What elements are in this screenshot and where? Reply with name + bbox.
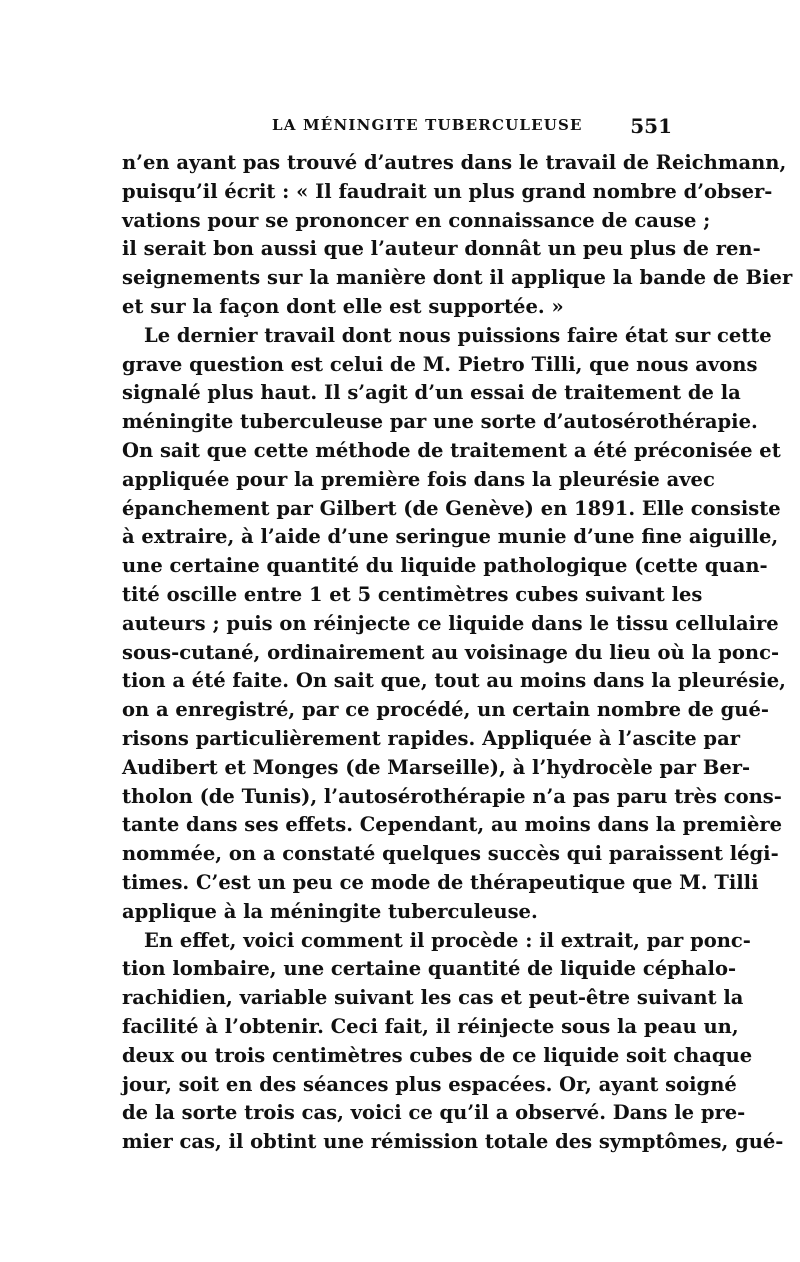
text-line: applique à la méningite tuberculeuse. <box>122 899 538 923</box>
text-line: Audibert et Monges (de Marseille), à l’hydrocèle par Ber- <box>122 755 751 779</box>
text-line: grave question est celui de M. Pietro Tilli, que nous avons <box>122 352 758 376</box>
page-number: 551 <box>630 114 672 138</box>
text-line: rachidien, variable suivant les cas et peut-être suivant la <box>122 986 744 1010</box>
text-line: épanchement par Gilbert (de Genève) en 1891. Elle consiste <box>122 496 781 520</box>
text-line: times. C’est un peu ce mode de thérapeutique que M. Tilli <box>122 870 759 894</box>
text-line: on a enregistré, par ce procédé, un certain nombre de gué- <box>122 698 769 722</box>
running-title: LA MÉNINGITE TUBERCULEUSE <box>272 116 583 134</box>
text-line: auteurs ; puis on réinjecte ce liquide dans le tissu cellulaire <box>122 611 779 635</box>
text-line: tion lombaire, une certaine quantité de liquide céphalo- <box>122 957 737 981</box>
body-text <box>122 149 793 1157</box>
text-line: mier cas, il obtint une rémission totale des symptômes, gué- <box>122 1130 784 1154</box>
text-line: il serait bon aussi que l’auteur donnât un peu plus de ren- <box>122 237 761 261</box>
text-line: jour, soit en des séances plus espacées. Or, ayant soigné <box>122 1072 737 1096</box>
text-line: puisqu’il écrit : « Il faudrait un plus grand nombre d’obser- <box>122 179 773 203</box>
text-line: nommée, on a constaté quelques succès qui paraissent légi- <box>122 842 779 866</box>
text-line: tante dans ses effets. Cependant, au moins dans la première <box>122 813 783 837</box>
text-line: sous-cutané, ordinairement au voisinage du lieu où la ponc- <box>122 640 780 664</box>
text-line: tion a été faite. On sait que, tout au moins dans la pleurésie, <box>122 669 786 693</box>
text-line: n’en ayant pas trouvé d’autres dans le travail de Reichmann, <box>122 151 787 174</box>
text-line: méningite tuberculeuse par une sorte d’autosérothérapie. <box>122 410 758 434</box>
text-line: tholon (de Tunis), l’autosérothérapie n’a pas paru très cons- <box>122 784 782 808</box>
text-line: à extraire, à l’aide d’une seringue munie d’une fine aiguille, <box>122 525 779 549</box>
text-line: risons particulièrement rapides. Appliquée à l’ascite par <box>122 726 740 750</box>
text-line: seignements sur la manière dont il applique la bande de Bier <box>122 266 793 290</box>
text-line: une certaine quantité du liquide pathologique (cette quan- <box>122 554 768 578</box>
text-line: signalé plus haut. Il s’agit d’un essai de traitement de la <box>122 381 741 405</box>
text-line: facilité à l’obtenir. Ceci fait, il réinjecte sous la peau un, <box>122 1014 739 1038</box>
text-line: Le dernier travail dont nous puissions faire état sur cette <box>144 323 772 347</box>
text-line: et sur la façon dont elle est supportée. » <box>122 294 564 318</box>
text-line: de la sorte trois cas, voici ce qu’il a observé. Dans le pre- <box>122 1101 746 1125</box>
text-line: vations pour se prononcer en connaissance de cause ; <box>122 208 711 232</box>
text-line: On sait que cette méthode de traitement a été préconisée et <box>122 438 781 462</box>
text-line: En effet, voici comment il procède : il extrait, par ponc- <box>144 928 751 952</box>
text-line: appliquée pour la première fois dans la pleurésie avec <box>122 467 715 491</box>
running-head <box>122 114 672 142</box>
text-line: deux ou trois centimètres cubes de ce liquide soit chaque <box>122 1043 753 1067</box>
text-line: tité oscille entre 1 et 5 centimètres cubes suivant les <box>122 582 703 606</box>
